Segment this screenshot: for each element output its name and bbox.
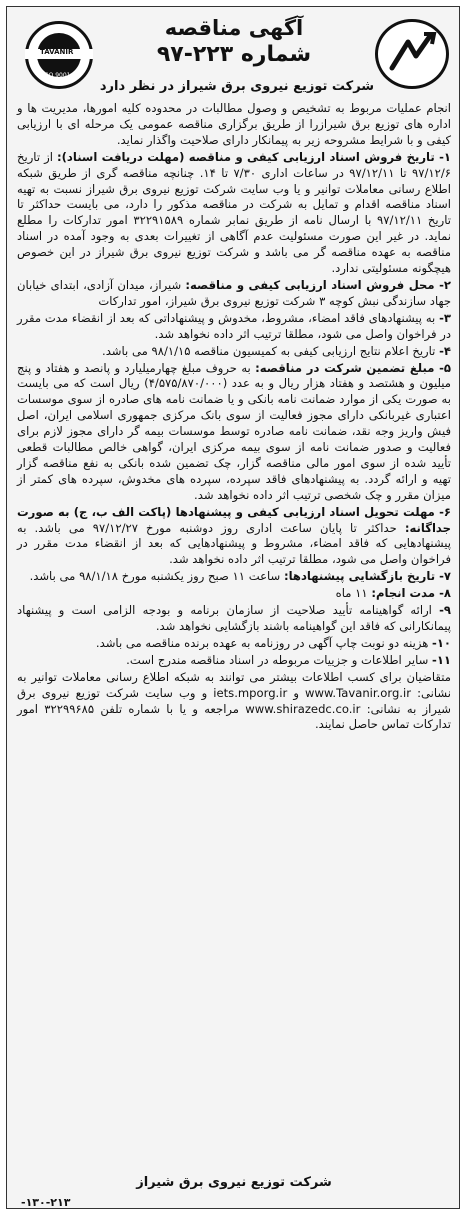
logo-text: TAVANIR [40,48,74,56]
section-7-title: ۷- تاریخ بازگشایی پیشنهادها: [283,569,451,584]
section-4-text: تاریخ اعلام نتایج ارزیابی کیفی به کمیسیون مناقصه ۹۸/۱/۱۵ می باشد. [102,343,440,358]
section-11 [17,653,451,669]
section-1-text: از تاریخ ۹۷/۱۲/۶ تا ۹۷/۱۲/۱۱ در ساعات اداری ۷/۳۰ تا ۱۴. چنانچه مناقصه گری از طریق شبکه اطلاع رسانی معاملات توانیر و یا وب سایت شرکت توزیع نیروی برق شیراز نسبت به تهیه اسناد مناقصه اقدام و تمایل به شرکت در مناقصه مذکور را دارد، می بایست حداکثر تا تاریخ ۹۷/۱۲/۱۱ با ارسال نامه از طریق نمابر شماره ۳۲۲۹۱۵۸۹ امور تدارکات را مطلع نماید. در غیر این صورت مسئولیت عدم آگاهی از تغییرات بعدی به وجود آمده در اسناد مناقصه به عهده مناقصه گر می باشد و شرکت توزیع نیروی برق شیراز در این خصوص هیچگونه مسئولیتی ندارد. [17,149,451,276]
section-2-text: شیراز، میدان آزادی، ابتدای خیابان جهاد سازندگی نبش کوچه ۳ شرکت توزیع نیروی برق شیراز، امور تدارکات [17,277,451,308]
section-6 [17,505,451,569]
section-5-text: به حروف مبلغ چهارمیلیارد و پانصد و هفتاد و پنج میلیون و هشتصد و هفتاد هزار ریال و به عدد (۴/۵۷۵/۸۷۰/۰۰۰) ریال است که می بایست به صورت یکی از موارد ضمانت نامه بانکی و یا ضمانت نامه های صادره از سوی موسسات اعتباری غیربانکی دارای مجوز فعالیت از سوی بانک مرکزی جمهوری اسلامی ایران، اصل فیش واریز وجه نقد، ضمانت نامه صادره توسط موسسات بیمه گر دارای مجوز لازم برای فعالیت و صدور ضمانت نامه از سوی بیمه مرکزی ایران، گواهی خالص مطالبات قطعی تأیید شده از سوی امور مالی مناقصه گزار، چک تضمین شده بانکی به نفع مناقصه گزار تهیه و ارائه گردد. به پیشنهادهای فاقد سپرده، سپرده های مخدوش، سپرده های کمتر از میزان مقرر و چک شخصی ترتیب اثر داده نخواهد شد. [17,360,452,502]
ad-body [17,101,451,734]
company-subtitle: شرکت توزیع نیروی برق شیراز در نظر دارد [99,79,375,94]
ad-frame [6,6,460,1209]
section-5-title: ۵- مبلغ تضمین شرکت در مناقصه: [255,360,451,375]
section-8-text: ۱۱ ماه [335,586,372,601]
closing-paragraph: متقاضیان برای کسب اطلاعات بیشتر می توانند به شبکه اطلاع رسانی معاملات توانیر به نشانی: www.Tavanir.org.ir و iets.mporg.ir و وب سایت شرکت توزیع نیروی برق شیراز به نشانی: www.shirazedc.co.ir مراجعه و یا با شماره تلفن ۳۲۲۹۹۶۸۵ امور تدارکات تماس حاصل نمایند. [17,669,451,732]
section-7 [17,569,451,585]
ad-title: آگهی مناقصه [164,16,304,40]
section-3-title: ۳- [439,310,451,325]
lightning-logo-icon [378,22,446,86]
section-2-title: ۲- محل فروش اسناد ارزیابی کیفی و مناقصه: [185,277,451,292]
section-1-title: ۱- تاریخ فروش اسناد ارزیابی کیفی و مناقصه (مهلت دریافت اسناد): [56,149,451,164]
section-5 [17,361,451,504]
section-3-text: به پیشنهادهای فاقد امضاء، مشروط، مخدوش و پیشنهاداتی که بعد از انقضاء مدت مقرر در فراخوان واصل می شود، مطلقا ترتیب اثر داده نخواهد شد. [17,310,451,341]
section-8-title: ۸- مدت انجام: [371,586,451,601]
section-6-text: حداکثر تا پایان ساعت اداری روز دوشنبه مورخ ۹۷/۱۲/۲۷ می باشد. به پیشنهادهایی که فاقد امضاء، مشروط و پیشنهادهایی که بعد از انقضاء مدت مقرر در فراخوان واصل می شود، مطلقا ترتیب اثر داده نخواهد شد. [17,520,451,567]
section-11-title: ۱۱- [432,652,451,667]
section-6-title: ۶- مهلت تحویل اسناد ارزیابی کیفی و پیشنهادها (پاکت الف ب، ج) به صورت جداگانه: [17,504,451,535]
section-7-text: ساعت ۱۱ صبح روز یکشنبه مورخ ۹۸/۱/۱۸ می باشد. [29,569,284,584]
section-3 [17,311,451,343]
section-10-title: ۱۰- [432,635,451,650]
tender-number: شماره ۲۲۳-۹۷ [156,42,312,67]
section-8 [17,586,451,602]
section-1 [17,150,451,277]
section-9 [17,603,451,635]
section-4-title: ۴- [439,343,451,358]
ad-header [7,7,461,97]
section-10 [17,636,451,652]
section-9-text: ارائه گواهینامه تأیید صلاحیت از سازمان برنامه و بودجه الزامی است و پیشنهاد پیمانکارانی که فاقد این گواهینامه باشند بازگشایی نخواهد شد. [17,603,451,633]
logo-iso-text: ISO 9001 [43,72,71,79]
intro-paragraph: انجام عملیات مربوط به تشخیص و وصول مطالبات در محدوده کلیه امورها، مدیریت ها و اداره های توزیع برق شیرازرا از طریق برگزاری مناقصه عمومی یک مرحله ای با ارزیابی کیفی و با شرایط مشروحه زیر به پیمانکار دارای صلاحیت واگذار نماید. [17,101,451,147]
section-4 [17,344,451,360]
page-title [107,15,361,69]
ad-code: -۱۳۰-۲۱۳ [21,1196,71,1209]
company-signature: شرکت توزیع نیروی برق شیراز [136,1175,332,1190]
section-10-text: هزینه دو نوبت چاپ آگهی در روزنامه به عهده برنده مناقصه می باشد. [95,635,433,650]
section-9-title: ۹- [439,603,451,618]
section-2 [17,278,451,310]
tavanir-logo [25,21,93,89]
section-11-text: سایر اطلاعات و جزییات مربوطه در اسناد مناقصه مندرج است. [126,652,433,667]
